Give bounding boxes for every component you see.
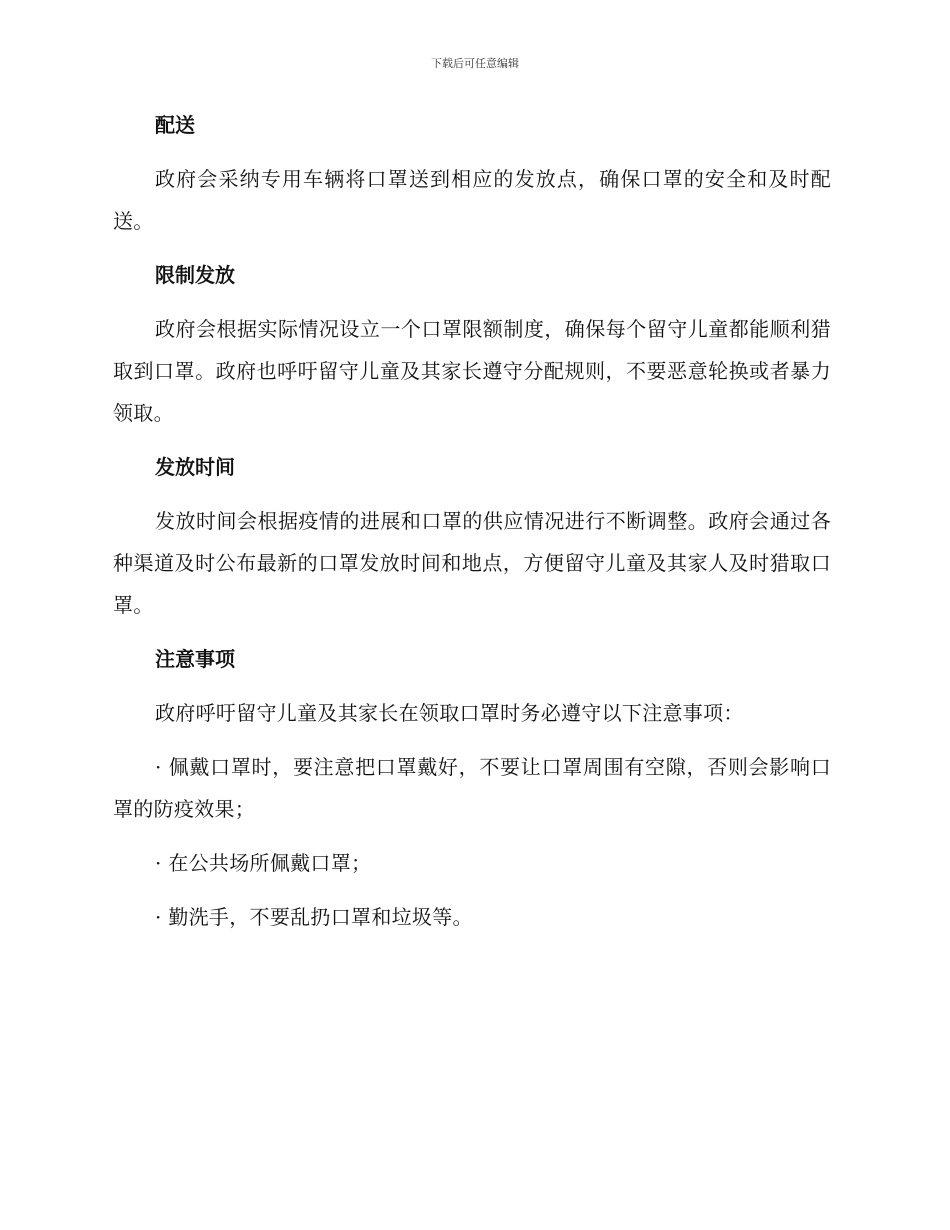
section-heading-limit: 限制发放 (155, 263, 235, 287)
paragraph-limit: 政府会根据实际情况设立一个口罩限额制度，确保每个留守儿童都能顺利猎取到口罩。政府也呼吁留守儿童及其家长遵守分配规则，不要恶意轮换或者暴力领取。 (113, 317, 831, 425)
paragraph-delivery: 政府会采纳专用车辆将口罩送到相应的发放点，确保口罩的安全和及时配送。 (113, 167, 831, 233)
section-heading-time: 发放时间 (155, 455, 235, 479)
document-body (113, 104, 831, 950)
section-heading-delivery: 配送 (155, 113, 195, 137)
bullet-item: · 勤洗手，不要乱扔口罩和垃圾等。 (155, 905, 473, 929)
header-note: 下载后可任意编辑 (431, 57, 519, 70)
section-heading-notes: 注意事项 (155, 647, 235, 671)
paragraph-notes-intro: 政府呼吁留守儿童及其家长在领取口罩时务必遵守以下注意事项： (155, 701, 744, 725)
paragraph-time: 发放时间会根据疫情的进展和口罩的供应情况进行不断调整。政府会通过各种渠道及时公布最新的口罩发放时间和地点，方便留守儿童及其家人及时猎取口罩。 (113, 509, 831, 617)
bullet-item: · 在公共场所佩戴口罩； (155, 851, 372, 875)
bullet-item: · 佩戴口罩时，要注意把口罩戴好，不要让口罩周围有空隙，否则会影响口罩的防疫效果； (113, 755, 831, 821)
